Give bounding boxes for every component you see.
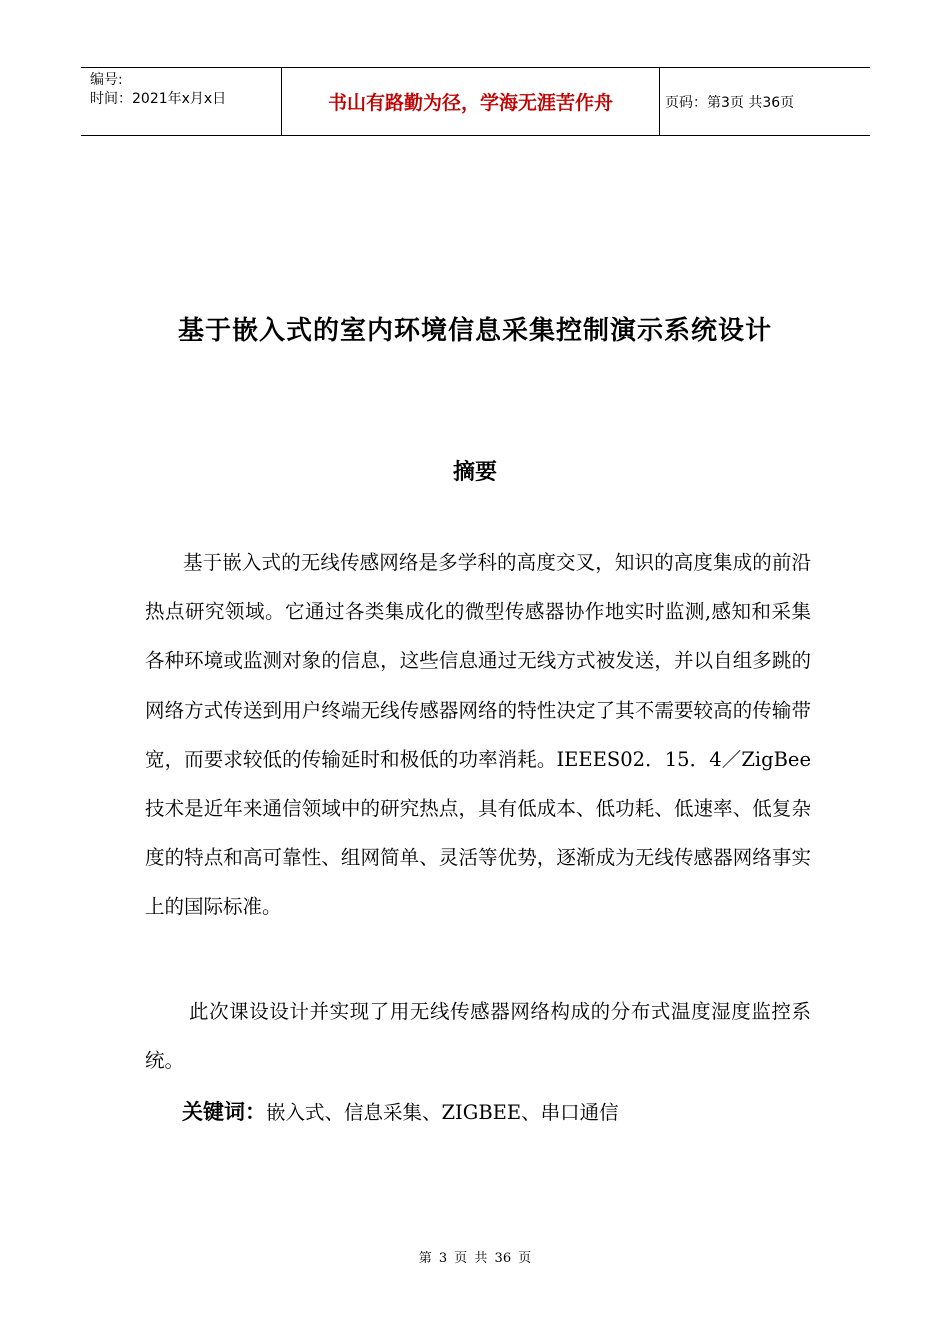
document-title: 基于嵌入式的室内环境信息采集控制演示系统设计: [177, 316, 772, 346]
page-footer: 第 3 页 共 36 页: [418, 1251, 532, 1266]
abstract-heading: 摘要: [452, 460, 497, 485]
header-divider: [659, 68, 660, 135]
header-page-info: 页码：第3页 共36页: [665, 94, 795, 111]
abstract-paragraph: 此次课设设计并实现了用无线传感器网络构成的分布式温度湿度监控系统。: [145, 1000, 811, 1073]
serial-label: 编号:: [90, 72, 123, 88]
header-meta: [90, 71, 280, 109]
keywords-text: 嵌入式、信息采集、ZIGBEE、串口通信: [266, 1101, 619, 1124]
keywords-label: 关键词：: [182, 1100, 266, 1124]
page-header: [81, 67, 870, 136]
header-motto: 书山有路勤为径，学海无涯苦作舟: [327, 92, 613, 114]
abstract-paragraph: 基于嵌入式的无线传感网络是多学科的高度交叉，知识的高度集成的前沿热点研究领域。它通过各类集成化的微型传感器协作地实时监测,感知和采集各种环境或监测对象的信息，这些信息通过无线方式被发送，并以自组多跳的网络方式传送到用户终端无线传感器网络的特性决定了其不需要较高的传输带宽，而要求较低的传输延时和极低的功率消耗。IEEES02．15．4／ZigBee技术是近年来通信领域中的研究热点，具有低成本、低功耗、低速率、低复杂度的特点和高可靠性、组网简单、灵活等优势，逐渐成为无线传感器网络事实上的国际标准。: [145, 551, 811, 919]
date-label: 时间：2021年x月x日: [90, 91, 227, 107]
keywords-line: [182, 1094, 619, 1131]
